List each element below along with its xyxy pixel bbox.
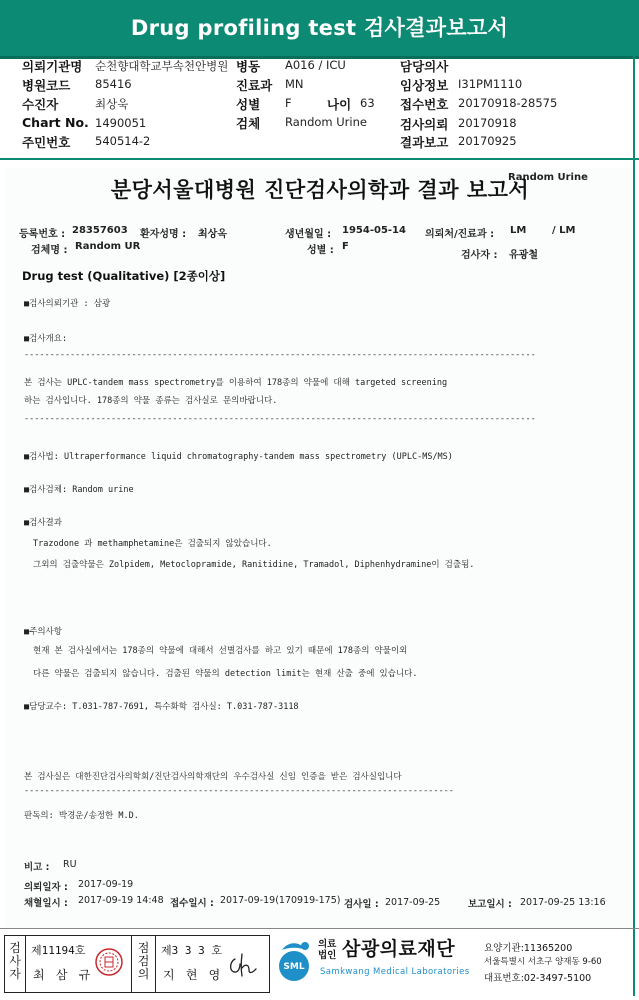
header-label-department: 진료과	[236, 78, 273, 93]
result-line-1: Trazodone 과 methamphetamine은 검출되지 않았습니다.	[33, 539, 272, 549]
reviewer-name: 지 현 영	[163, 968, 223, 982]
header-label-ward: 병동	[236, 59, 261, 74]
reviewer-label	[132, 942, 155, 981]
report-value-tester: 유광철	[509, 250, 538, 261]
request-date-value: 2017-09-19	[78, 879, 134, 890]
institution-code: 요양기관:11365200	[484, 943, 573, 954]
test-date-label: 검사일 :	[344, 899, 379, 910]
header-label-doctor: 담당의사	[400, 59, 449, 74]
reviewer-label-text: 점검의	[137, 941, 150, 981]
header-divider	[0, 158, 639, 160]
header-value-resident-no: 540514-2	[95, 134, 151, 148]
header-label-receipt-no: 접수번호	[400, 97, 449, 112]
examiner-label-text: 검사자	[9, 941, 21, 981]
header-value-receipt-no: 20170918-28575	[458, 96, 558, 110]
receipt-time-label: 접수일시 :	[170, 898, 214, 909]
signature-box-divider	[155, 936, 156, 992]
header-label-chart-no: Chart No.	[22, 115, 89, 130]
reviewer-license-no: 제3 3 3 호	[161, 944, 222, 957]
header-label-clinical-info: 임상정보	[400, 78, 449, 93]
examiner-seal-stamp	[94, 947, 124, 977]
header-label-specimen: 검체	[236, 116, 261, 131]
header-label-resident-no: 주민번호	[22, 135, 71, 150]
header-value-specimen: Random Urine	[285, 115, 367, 129]
header-value-ward: A016 / ICU	[285, 58, 346, 72]
header-label-age: 나이	[327, 97, 352, 112]
report-label-ordering-dept: 의뢰처/진료과 :	[425, 229, 495, 240]
report-value-patient-name: 최상옥	[198, 229, 227, 240]
signature-box-divider	[25, 936, 26, 992]
request-date-label: 의뢰일자 :	[24, 882, 68, 893]
remark-label: 비고 :	[24, 862, 50, 873]
footer-divider	[0, 928, 639, 929]
org-address: 서울특별시 서초구 양재동 9-60	[484, 957, 602, 967]
caution-line-2: 다른 약물은 검출되지 않습니다. 검출된 약물의 detection limit는 현재 산출 중에 있습니다.	[33, 669, 418, 679]
dashed-divider: ----------------------------------------------------------------------------------------------------	[24, 414, 536, 424]
specimen-line: ■검사검체: Random urine	[24, 485, 134, 495]
overview-heading: ■검사개요:	[24, 334, 68, 344]
report-value-reg-no: 28357603	[72, 225, 128, 236]
page-title: Drug profiling test 검사결과보고서	[130, 16, 509, 40]
header-value-report-date: 20170925	[458, 134, 517, 148]
certification-line: 본 검사실은 대한진단검사의학회/진단검사의학재단의 우수검사실 신임 인증을 받은 검사실입니다	[24, 772, 402, 782]
header-label-report-date: 결과보고	[400, 135, 449, 150]
report-value-ordering-dept: LM	[510, 225, 527, 236]
remark-value: RU	[63, 859, 77, 870]
test-date-value: 2017-09-25	[385, 897, 441, 908]
header-value-sex: F	[285, 96, 292, 110]
examiner-label	[5, 942, 25, 981]
report-label-reg-no: 등록번호 :	[19, 229, 66, 240]
header-value-request-date: 20170918	[458, 116, 517, 130]
receipt-time-value: 2017-09-19(170919-175)	[220, 895, 341, 906]
sml-logo-text: SML	[283, 962, 305, 972]
collection-time-value: 2017-09-19 14:48	[78, 895, 164, 906]
collection-time-label: 채혈일시 :	[24, 898, 68, 909]
test-name: Drug test (Qualitative) [2종이상]	[22, 269, 226, 283]
report-time-value: 2017-09-25 13:16	[520, 897, 606, 908]
method-line: ■검사법: Ultraperformance liquid chromatography-tandem mass spectrometry (UPLC-MS/MS)	[24, 452, 453, 462]
report-value-specimen-name: Random UR	[75, 241, 141, 252]
contact-line: ■담당교수: T.031-787-7691, 특수화학 검사실: T.031-787-3118	[24, 702, 299, 712]
report-agency: ■검사의뢰기관 : 삼광	[24, 299, 111, 309]
report-label-sex: 성별 :	[307, 245, 334, 256]
caution-line-1: 현재 본 검사실에서는 178종의 약물에 대해서 선별검사를 하고 있기 때문에 178종의 약물이외	[33, 646, 408, 656]
header-value-patient: 최상욱	[95, 97, 129, 111]
header-value-department: MN	[285, 77, 304, 91]
examiner-license-no: 제11194호	[31, 944, 86, 957]
overview-line-2: 하는 검사입니다. 178종의 약물 종류는 검사실로 문의바랍니다.	[24, 396, 278, 406]
report-corner-specimen: Random Urine	[508, 172, 588, 183]
header-value-clinical-info: I31PM1110	[458, 77, 523, 91]
reviewer-signature	[226, 950, 262, 980]
header-label-hospital-code: 병원코드	[22, 78, 71, 93]
report-value-dob: 1954-05-14	[342, 225, 406, 236]
report-label-tester: 검사자 :	[461, 250, 498, 261]
dashed-divider: ------------------------------------------------------------------------------------	[24, 786, 454, 796]
header-value-chart-no: 1490051	[95, 116, 147, 130]
report-time-label: 보고일시 :	[468, 899, 512, 910]
header-value-hospital-code: 85416	[95, 77, 132, 91]
org-prefix: 의료법인	[318, 939, 337, 961]
header-label-patient: 수진자	[22, 97, 59, 112]
report-label-patient-name: 환자성명 :	[140, 229, 187, 240]
header-value-requesting-org: 순천향대학교부속천안병원	[95, 59, 229, 73]
report-value-ordering-dept-2: / LM	[552, 225, 576, 236]
header-label-requesting-org: 의뢰기관명	[22, 59, 83, 74]
org-name: 삼광의료재단	[342, 938, 456, 960]
right-border	[633, 56, 635, 996]
report-title: 분당서울대병원 진단검사의학과 결과 보고서	[110, 178, 530, 202]
result-line-2: 그외의 검출약물은 Zolpidem, Metoclopramide, Ranitidine, Tramadol, Diphenhydramine이 검출됨.	[33, 560, 475, 570]
org-english-name: Samkwang Medical Laboratories	[320, 967, 470, 977]
header-label-request-date: 검사의뢰	[400, 117, 449, 132]
dashed-divider: ----------------------------------------------------------------------------------------------------	[24, 350, 536, 360]
report-label-dob: 생년월일 :	[285, 229, 332, 240]
overview-line-1: 본 검사는 UPLC-tandem mass spectrometry를 이용하여 178종의 약물에 대해 targeted screening	[24, 378, 448, 388]
reader-line: 판독의: 박경운/송정한 M.D.	[24, 811, 139, 821]
result-heading: ■검사결과	[24, 518, 62, 528]
caution-heading: ■주의사항	[24, 627, 62, 637]
org-phone: 대표번호:02-3497-5100	[484, 973, 592, 984]
report-label-specimen-name: 검체명 :	[31, 245, 68, 256]
examiner-name: 최 삼 규	[33, 968, 93, 982]
report-value-sex: F	[342, 241, 349, 252]
header-value-age: 63	[360, 96, 375, 110]
header-label-sex: 성별	[236, 97, 261, 112]
